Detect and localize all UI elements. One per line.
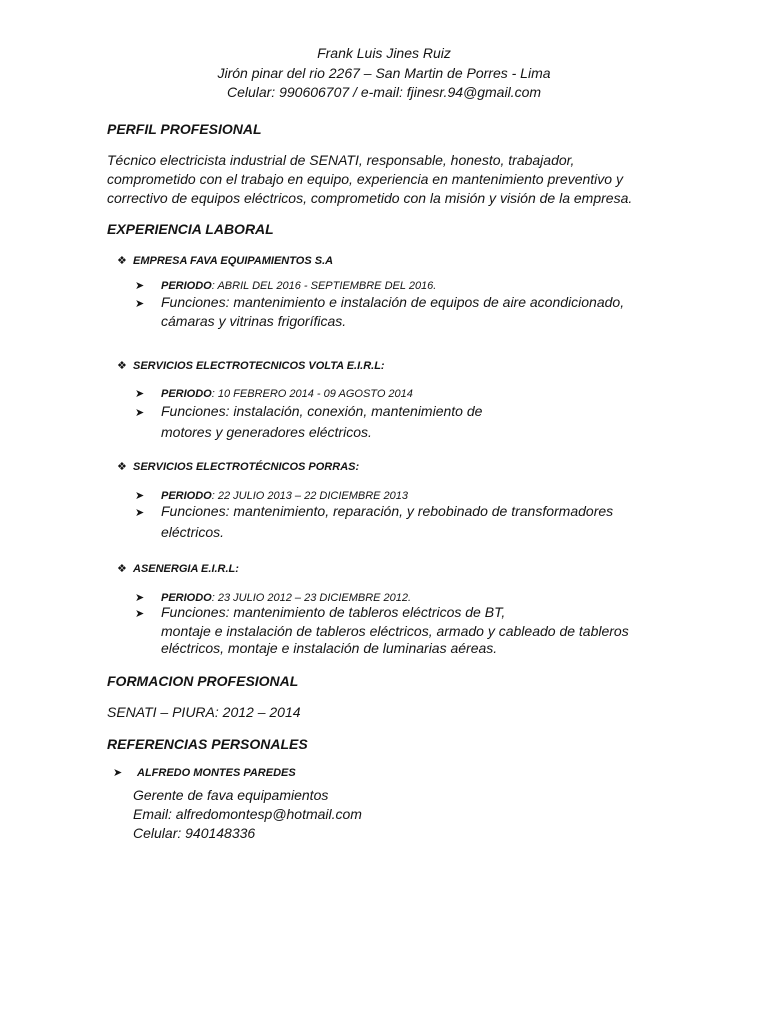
experience-heading: EXPERIENCIA LABORAL [107, 221, 274, 237]
job-period: ➤ PERIODO: 22 JULIO 2013 – 22 DICIEMBRE 2013 [135, 490, 409, 502]
job-period: ➤ PERIODO: 23 JULIO 2012 – 23 DICIEMBRE 2012. [135, 592, 412, 604]
arrow-bullet-icon: ➤ [135, 490, 145, 502]
arrow-bullet-icon: ➤ [135, 592, 145, 604]
job-company: ❖ EMPRESA FAVA EQUIPAMIENTOS S.A [117, 255, 334, 267]
job-company: ❖ ASENERGIA E.I.R.L: [117, 563, 239, 575]
arrow-bullet-icon: ➤ [113, 767, 123, 779]
candidate-address: Jirón pinar del rio 2267 – San Martin de Porres - Lima [217, 65, 551, 81]
arrow-bullet-icon: ➤ [135, 608, 145, 620]
profile-heading: PERFIL PROFESIONAL [107, 121, 262, 137]
reference-phone: Celular: 940148336 [133, 825, 256, 841]
profile-text: Técnico electricista industrial de SENATI, responsable, honesto, trabajador, comprometido con el trabajo en equipo, experiencia en mantenimiento preventivo y correctivo de equipos eléctricos, comprometido con la misión y visión de la empresa. [107, 152, 633, 206]
education-text: SENATI – PIURA: 2012 – 2014 [107, 704, 301, 720]
references-heading: REFERENCIAS PERSONALES [107, 736, 308, 752]
education-heading: FORMACION PROFESIONAL [107, 673, 299, 689]
job-functions: ➤ Funciones: mantenimiento, reparación, y rebobinado de transformadores eléctricos. [135, 503, 614, 540]
reference-role: Gerente de fava equipamientos [133, 787, 329, 803]
candidate-name: Frank Luis Jines Ruiz [317, 45, 451, 61]
arrow-bullet-icon: ➤ [135, 407, 145, 419]
job-period: ➤ PERIODO: 10 FEBRERO 2014 - 09 AGOSTO 2014 [135, 388, 413, 400]
arrow-bullet-icon: ➤ [135, 507, 145, 519]
job-company: ❖ SERVICIOS ELECTROTECNICOS VOLTA E.I.R.L: [117, 360, 385, 372]
job-period: ➤ PERIODO: ABRIL DEL 2016 - SEPTIEMBRE DEL 2016. [135, 280, 437, 292]
job-functions: ➤ Funciones: mantenimiento e instalación de equipos de aire acondicionado, cámaras y vitrinas frigoríficas. [135, 294, 625, 329]
job-functions: ➤ Funciones: instalación, conexión, mantenimiento de motores y generadores eléctricos. [135, 403, 483, 440]
reference-name: ➤ ALFREDO MONTES PAREDES [113, 767, 296, 779]
job-company: ❖ SERVICIOS ELECTROTÉCNICOS PORRAS: [117, 461, 360, 473]
diamond-bullet-icon: ❖ [117, 360, 127, 372]
diamond-bullet-icon: ❖ [117, 255, 127, 267]
arrow-bullet-icon: ➤ [135, 388, 145, 400]
job-functions: ➤ Funciones: mantenimiento de tableros eléctricos de BT, montaje e instalación de tableros eléctricos, armado y cableado de tableros eléctricos, montaje e instalación de luminarias aéreas. [135, 604, 629, 656]
diamond-bullet-icon: ❖ [117, 461, 127, 473]
diamond-bullet-icon: ❖ [117, 563, 127, 575]
candidate-contact: Celular: 990606707 / e-mail: fjinesr.94@gmail.com [226, 84, 542, 100]
arrow-bullet-icon: ➤ [135, 280, 145, 292]
reference-email: Email: alfredomontesp@hotmail.com [133, 806, 362, 822]
arrow-bullet-icon: ➤ [135, 298, 145, 310]
